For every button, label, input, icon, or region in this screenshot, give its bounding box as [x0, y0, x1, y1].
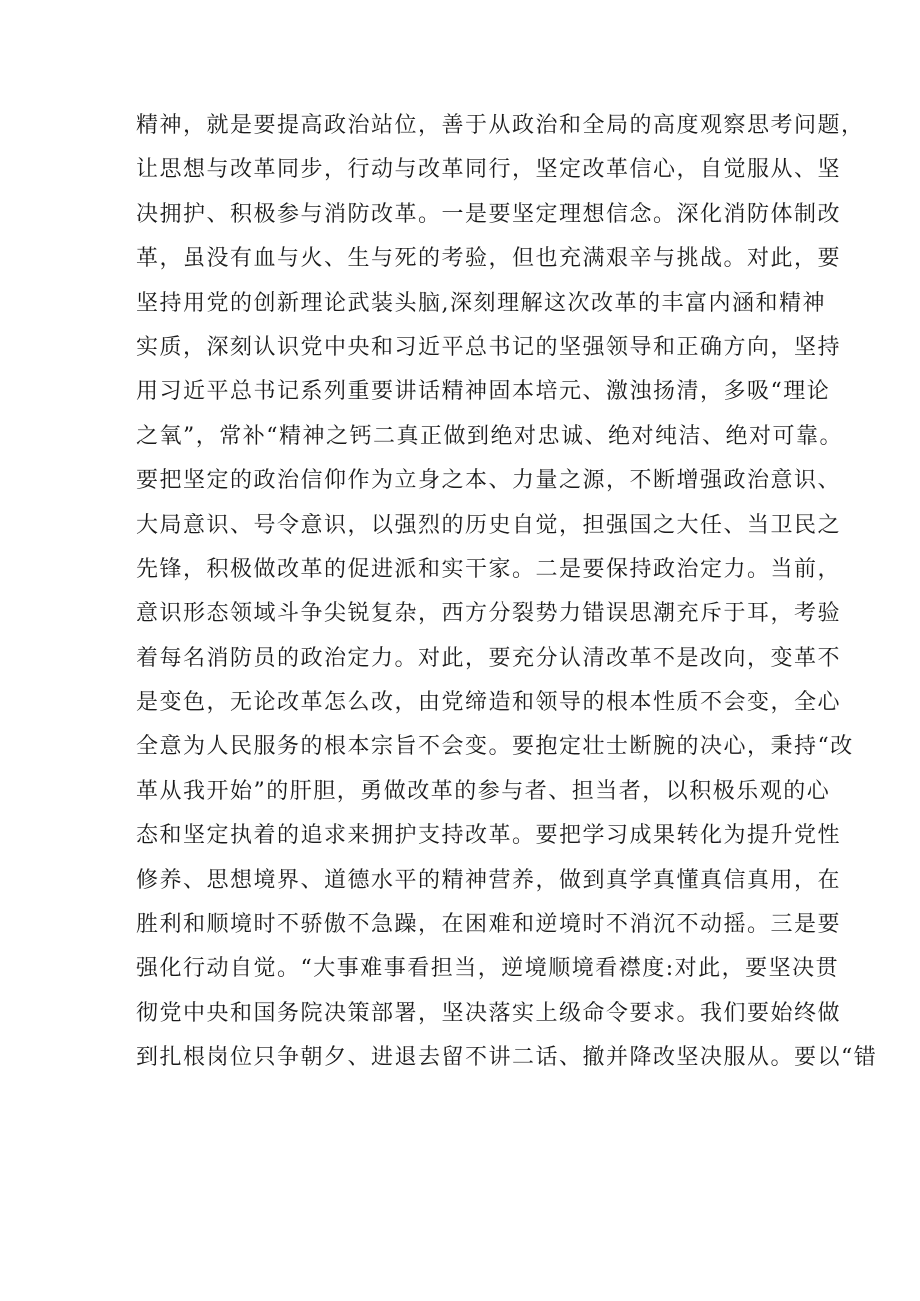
text-line: 决拥护、积极参与消防改革。一是要坚定理想信念。深化消防体制改: [136, 201, 842, 227]
text-line: 用习近平总书记系列重要讲话精神固本培元、激浊扬清，多吸“理论: [136, 379, 831, 405]
text-line: 态和坚定执着的追求来拥护支持改革。要把学习成果转化为提升党性: [136, 823, 842, 849]
text-line: 先锋，积极做改革的促进派和实干家。二是要保持政治定力。当前，: [136, 556, 842, 582]
text-line: 着每名消防员的政治定力。对此，要充分认清改革不是改向，变革不: [136, 645, 842, 671]
text-line: 实质，深刻认识党中央和习近平总书记的坚强领导和正确方向，坚持: [136, 334, 842, 360]
text-line: 让思想与改革同步，行动与改革同行，坚定改革信心，自觉服从、坚: [136, 157, 842, 183]
text-line: 全意为人民服务的根本宗旨不会变。要抱定壮士断腕的决心，秉持“改: [136, 734, 854, 760]
text-line: 精神，就是要提高政治站位，善于从政治和全局的高度观察思考问题，: [136, 113, 865, 138]
text-line: 要把坚定的政治信仰作为立身之本、力量之源，不断增强政治意识、: [136, 468, 842, 494]
text-line: 到扎根岗位只争朝夕、进退去留不讲二话、撤并降改坚决服从。要以“错: [136, 1045, 878, 1071]
text-line: 修养、思想境界、道德水平的精神营养，做到真学真懂真信真用，在: [136, 867, 842, 893]
text-line: 大局意识、号令意识，以强烈的历史自觉，担强国之大任、当卫民之: [136, 512, 842, 538]
text-line: 是变色，无论改革怎么改，由党缔造和领导的根本性质不会变，全心: [136, 690, 842, 716]
text-line: 彻党中央和国务院决策部署，坚决落实上级命令要求。我们要始终做: [136, 1000, 842, 1026]
text-line: 之氧”，常补“精神之钙二真正做到绝对忠诚、绝对纯洁、绝对可靠。: [136, 423, 843, 449]
text-line: 革从我开始”的肝胆，勇做改革的参与者、担当者，以积极乐观的心: [136, 778, 831, 804]
text-line: 意识形态领域斗争尖锐复杂，西方分裂势力错误思潮充斥于耳，考验: [136, 601, 842, 627]
text-line: 革，虽没有血与火、生与死的考验，但也充满艰辛与挑战。对此，要: [136, 246, 842, 272]
text-line: 胜利和顺境时不骄傲不急躁，在困难和逆境时不消沉不动摇。三是要: [136, 912, 842, 938]
text-line: 强化行动自觉。“大事难事看担当，逆境顺境看襟度:对此，要坚决贯: [136, 956, 840, 982]
text-line: 坚持用党的创新理论武装头脑,深刻理解这次改革的丰富内涵和精神: [136, 290, 826, 316]
body-text: [136, 104, 878, 1081]
